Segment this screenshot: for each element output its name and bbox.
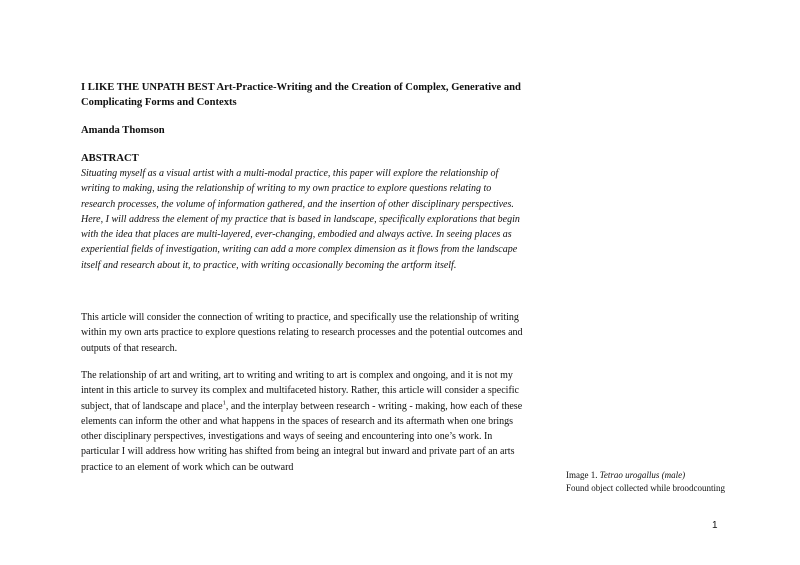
page-number: 1	[712, 520, 718, 531]
body-paragraph-2	[81, 368, 526, 475]
caption-label: Image 1.	[566, 470, 598, 480]
footnote-marker[interactable]: 1	[222, 399, 226, 407]
caption-species: Tetrao urogallus (male)	[599, 470, 686, 480]
abstract-heading: ABSTRACT	[81, 153, 139, 164]
abstract-text: Situating myself as a visual artist with a multi-modal practice, this paper will explore the relationship of writing to making, using the relationship of writing to my own practice to explore questions relating to research processes, the volume of information gathered, and the insertion of other disciplinary perspectives. Here, I will address the element of my practice that is based in landscape, specifically explorations that begin with the idea that places are multi-layered, ever-changing, embodied and always active. In seeing places as experiential fields of investigation, writing can add a more complex dimension as it flows from the landscape itself and research about it, to practice, with writing occasionally becoming the artform itself.	[81, 168, 520, 271]
caption-description: Found object collected while broodcounting	[566, 483, 725, 493]
author-name: Amanda Thomson	[81, 125, 165, 136]
body-paragraph-1: This article will consider the connection of writing to practice, and specifically use the relationship of writing within my own arts practice to explore questions relating to research processes and the potential outcomes and outputs of that research.	[81, 312, 523, 354]
paragraph-text: The relationship of art and writing, art to writing and writing to art is complex and ongoing, and it is not my intent in this article to survey its complex and multifaceted history. Rather, this article will consider a specific subject, that of landscape and place	[81, 370, 519, 412]
paragraph-text: , and the interplay between research - writing - making, how each of these elements can inform the other and what happens in the spaces of research and its aftermath when one brings other disciplinary perspectives, investigations and ways of seeing and encountering into one’s work. In particular I will address how writing has shifted from being an integral but inward and private part of an arts practice to an element of work which can be outward	[81, 400, 523, 473]
caption-title-line	[566, 469, 766, 482]
paper-title: I LIKE THE UNPATH BEST Art-Practice-Writing and the Creation of Complex, Generative and Complicating Forms and Contexts	[81, 82, 521, 108]
image-caption	[566, 469, 766, 495]
